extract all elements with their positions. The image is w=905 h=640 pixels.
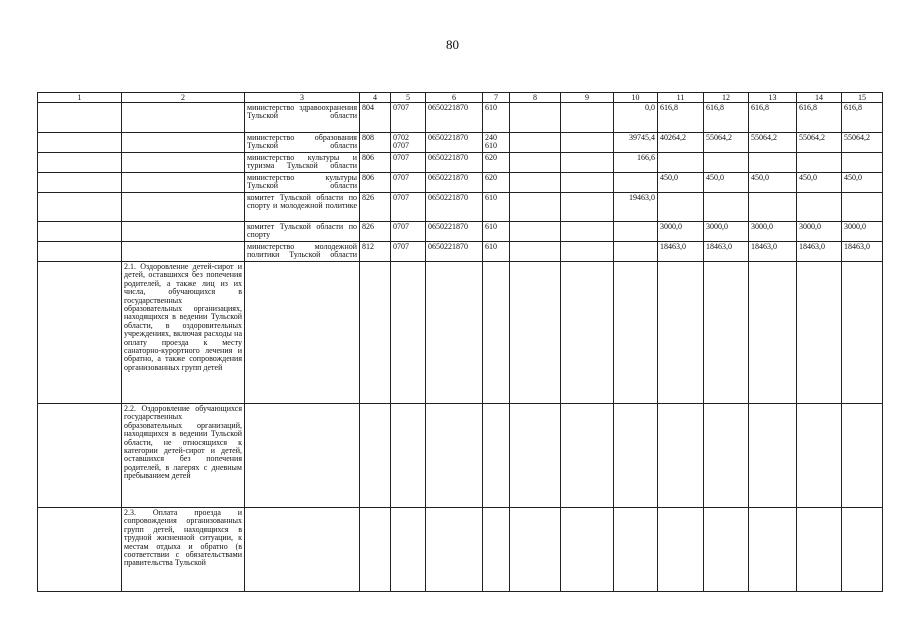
agency-cell: министерство культуры и туризма Тульской области	[245, 153, 360, 173]
cell-type: 610	[483, 103, 510, 133]
cell-value: 55064,2	[704, 133, 749, 153]
measure-description: 2.1. Оздоровление детей-сирот и детей, оставшихся без попечения родителей, а также лиц из их числа, обучающихся в государственных образовательных организациях, находящихся в ведении Тульской области, в оздоровительных учреждениях, включая расходы на оплату проезда к месту санаторно-курортного лечения и обратно, а также сопровождения организованных групп детей	[122, 262, 245, 404]
header-cell: 8	[510, 93, 561, 103]
budget-table	[37, 92, 883, 592]
cell-target: 0650221870	[426, 173, 483, 193]
cell-value: 450,0	[797, 173, 842, 193]
cell-value: 55064,2	[749, 133, 797, 153]
cell-code: 812	[360, 242, 391, 262]
cell-code: 826	[360, 193, 391, 222]
agency-cell: министерство культуры Тульской области	[245, 173, 360, 193]
cell-value: 55064,2	[842, 133, 883, 153]
header-cell: 9	[561, 93, 614, 103]
cell-value: 55064,2	[797, 133, 842, 153]
header-cell: 11	[658, 93, 704, 103]
cell-value: 450,0	[842, 173, 883, 193]
cell-value: 616,8	[842, 103, 883, 133]
cell-value	[704, 153, 749, 173]
measure-description: 2.3. Оплата проезда и сопровождения организованных групп детей, находящихся в трудной жизненной ситуации, к местам отдыха и обратно (в соответствии с обязательствами правительства Тульской	[122, 508, 245, 592]
cell-value: 616,8	[704, 103, 749, 133]
header-cell: 13	[749, 93, 797, 103]
header-cell: 15	[842, 93, 883, 103]
cell-code: 808	[360, 133, 391, 153]
cell-value: 3000,0	[749, 222, 797, 242]
table-row	[38, 103, 883, 133]
cell-type: 620	[483, 173, 510, 193]
measure-row	[38, 262, 883, 404]
cell-value: 450,0	[749, 173, 797, 193]
cell-value	[797, 153, 842, 173]
cell-value: 616,8	[658, 103, 704, 133]
header-row	[38, 93, 883, 103]
measure-row	[38, 404, 883, 508]
measure-row	[38, 508, 883, 592]
cell-value	[797, 193, 842, 222]
measure-description: 2.2. Оздоровление обучающихся государственных образовательных организаций, находящихся в ведении Тульской области, не относящихся к категории детей-сирот и детей, оставшихся без попечения родителей, в лагерях с дневным пребыванием детей	[122, 404, 245, 508]
table-row	[38, 173, 883, 193]
header-cell: 7	[483, 93, 510, 103]
cell-value	[749, 193, 797, 222]
cell-value	[842, 153, 883, 173]
header-cell: 4	[360, 93, 391, 103]
cell-section: 0707	[391, 153, 426, 173]
table-row	[38, 193, 883, 222]
cell-value: 450,0	[704, 173, 749, 193]
cell-value: 450,0	[658, 173, 704, 193]
cell-type: 240 610	[483, 133, 510, 153]
cell-code: 804	[360, 103, 391, 133]
cell-code: 806	[360, 173, 391, 193]
cell-target: 0650221870	[426, 133, 483, 153]
header-cell: 14	[797, 93, 842, 103]
cell-value: 18463,0	[704, 242, 749, 262]
cell-section: 0707	[391, 103, 426, 133]
cell-target: 0650221870	[426, 222, 483, 242]
cell-value	[704, 193, 749, 222]
cell-type: 610	[483, 222, 510, 242]
header-cell: 6	[426, 93, 483, 103]
cell-value: 18463,0	[658, 242, 704, 262]
cell-value: 3000,0	[658, 222, 704, 242]
header-cell: 2	[122, 93, 245, 103]
cell-section: 0707	[391, 193, 426, 222]
cell-value	[614, 222, 658, 242]
header-cell: 5	[391, 93, 426, 103]
header-cell: 12	[704, 93, 749, 103]
cell-value	[749, 153, 797, 173]
cell-value	[658, 153, 704, 173]
agency-cell: комитет Тульской области по спорту и молодежной политике	[245, 193, 360, 222]
cell-type: 610	[483, 242, 510, 262]
cell-value: 616,8	[797, 103, 842, 133]
cell-value: 0,0	[614, 103, 658, 133]
agency-cell: министерство молодежной политики Тульской области	[245, 242, 360, 262]
cell-value	[614, 242, 658, 262]
cell-type: 610	[483, 193, 510, 222]
cell-section: 0707	[391, 173, 426, 193]
cell-value	[842, 193, 883, 222]
cell-value: 166,6	[614, 153, 658, 173]
cell-value	[658, 193, 704, 222]
page-number: 80	[446, 37, 459, 52]
agency-cell: министерство образования Тульской области	[245, 133, 360, 153]
cell-target: 0650221870	[426, 193, 483, 222]
table-row	[38, 133, 883, 153]
cell-value: 18463,0	[749, 242, 797, 262]
cell-target: 0650221870	[426, 153, 483, 173]
cell-value	[614, 173, 658, 193]
cell-value: 40264,2	[658, 133, 704, 153]
cell-value: 616,8	[749, 103, 797, 133]
cell-value: 18463,0	[797, 242, 842, 262]
cell-section: 0707	[391, 222, 426, 242]
agency-cell: министерство здравоохранения Тульской области	[245, 103, 360, 133]
table-row	[38, 242, 883, 262]
header-cell: 3	[245, 93, 360, 103]
cell-section: 0702 0707	[391, 133, 426, 153]
cell-type: 620	[483, 153, 510, 173]
cell-target: 0650221870	[426, 242, 483, 262]
agency-cell: комитет Тульской области по спорту	[245, 222, 360, 242]
cell-value: 3000,0	[797, 222, 842, 242]
table-row	[38, 153, 883, 173]
cell-value: 19463,0	[614, 193, 658, 222]
cell-value: 3000,0	[842, 222, 883, 242]
header-cell: 1	[38, 93, 122, 103]
cell-target: 0650221870	[426, 103, 483, 133]
cell-value: 3000,0	[704, 222, 749, 242]
cell-value: 18463,0	[842, 242, 883, 262]
cell-section: 0707	[391, 242, 426, 262]
cell-code: 806	[360, 153, 391, 173]
cell-code: 826	[360, 222, 391, 242]
header-cell: 10	[614, 93, 658, 103]
cell-value: 39745,4	[614, 133, 658, 153]
table-row	[38, 222, 883, 242]
